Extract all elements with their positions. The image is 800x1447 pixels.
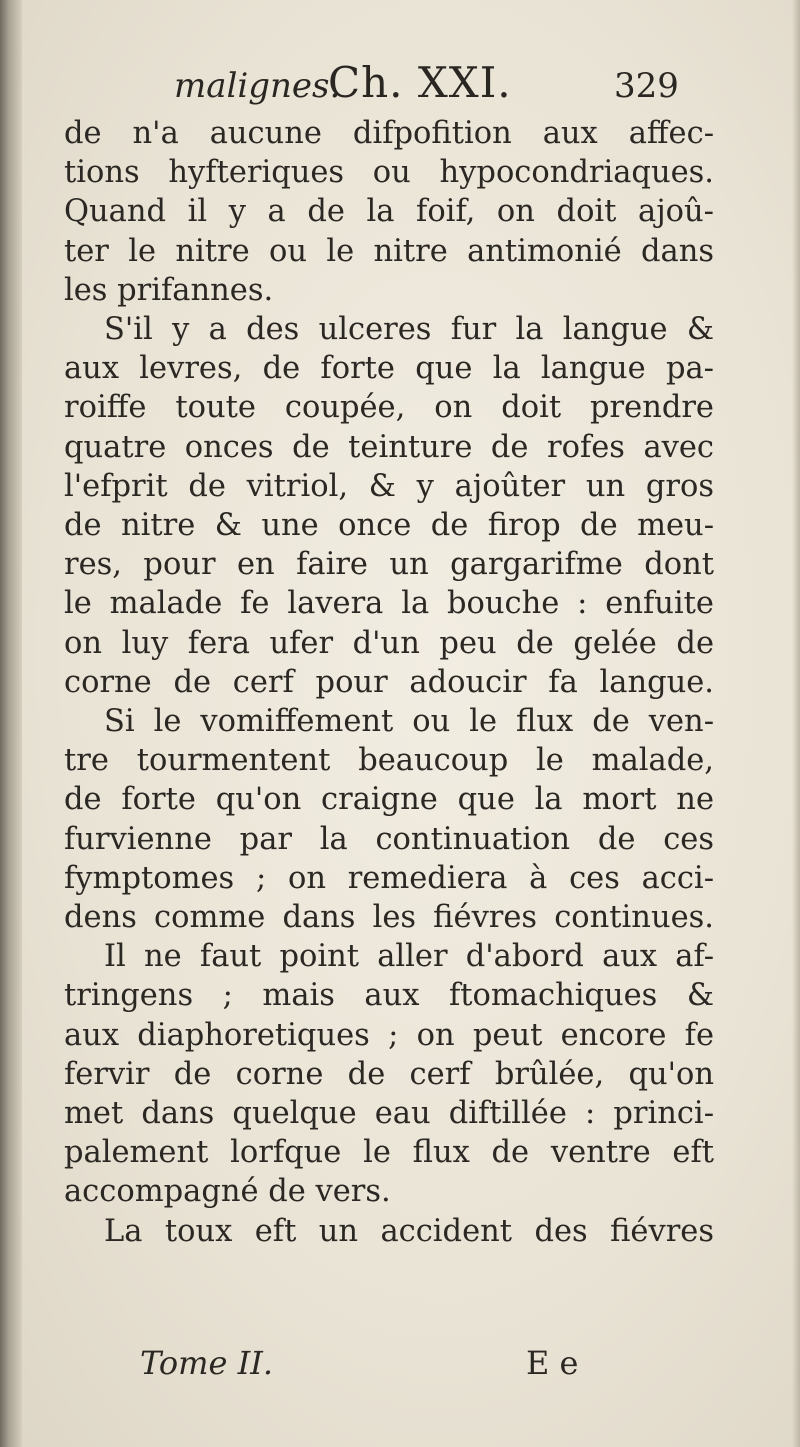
body-text — [64, 114, 714, 1251]
text-line: tringens ; mais aux ftomachiques & — [64, 978, 714, 1014]
text-line: tions hyfteriques ou hypocondriaques. — [64, 155, 714, 191]
page-edge — [792, 0, 800, 1447]
text-line: res, pour en faire un gargarifme dont — [64, 547, 714, 583]
text-line: le malade fe lavera la bouche : enfuite — [64, 586, 714, 622]
text-line: de n'a aucune difpofition aux affec- — [64, 116, 714, 151]
text-line: Si le vomiffement ou le flux de ven- — [104, 704, 714, 740]
text-line: ter le nitre ou le nitre antimonié dans — [64, 233, 714, 269]
text-line: furvienne par la continuation de ces — [64, 821, 714, 857]
text-line: fymptomes ; on remediera à ces acci- — [64, 860, 714, 896]
running-title: malignes. — [174, 66, 341, 106]
text-line: accompagné de vers. — [64, 1174, 391, 1210]
text-line: palement lorfque le flux de ventre eft — [64, 1135, 714, 1171]
text-line: Quand il y a de la foif, on doit ajoû- — [64, 194, 714, 230]
page-header — [90, 52, 690, 112]
text-line: de nitre & une once de firop de meu- — [64, 508, 714, 544]
binding-gutter — [0, 0, 22, 1447]
signature-mark: E e — [526, 1344, 579, 1382]
text-line: Il ne faut point aller d'abord aux af- — [104, 939, 714, 975]
text-line: roiffe toute coupée, on doit prendre — [64, 390, 714, 426]
text-line: tre tourmentent beaucoup le malade, — [64, 743, 714, 779]
text-line: La toux eft un accident des fiévres — [104, 1213, 714, 1249]
text-line: de forte qu'on craigne que la mort ne — [64, 782, 714, 818]
text-line: dens comme dans les fiévres continues. — [64, 900, 714, 936]
text-line: l'efprit de vitriol, & y ajoûter un gros — [64, 468, 714, 504]
text-line: S'il y a des ulceres fur la langue & — [104, 312, 714, 348]
text-line: on luy fera ufer d'un peu de gelée de — [64, 625, 714, 661]
volume-label: Tome II. — [140, 1344, 274, 1382]
page-number: 329 — [614, 66, 679, 106]
text-line: les prifannes. — [64, 272, 274, 308]
text-line: aux diaphoretiques ; on peut encore fe — [64, 1017, 714, 1053]
text-line: aux levres, de forte que la langue pa- — [64, 351, 714, 387]
page-footer — [140, 1344, 640, 1394]
text-line: met dans quelque eau diftillée : princi- — [64, 1096, 714, 1132]
chapter-heading: Ch. XXI. — [328, 58, 512, 107]
text-line: corne de cerf pour adoucir fa langue. — [64, 664, 714, 700]
text-line: fervir de corne de cerf brûlée, qu'on — [64, 1056, 714, 1092]
text-line: quatre onces de teinture de rofes avec — [64, 429, 714, 465]
